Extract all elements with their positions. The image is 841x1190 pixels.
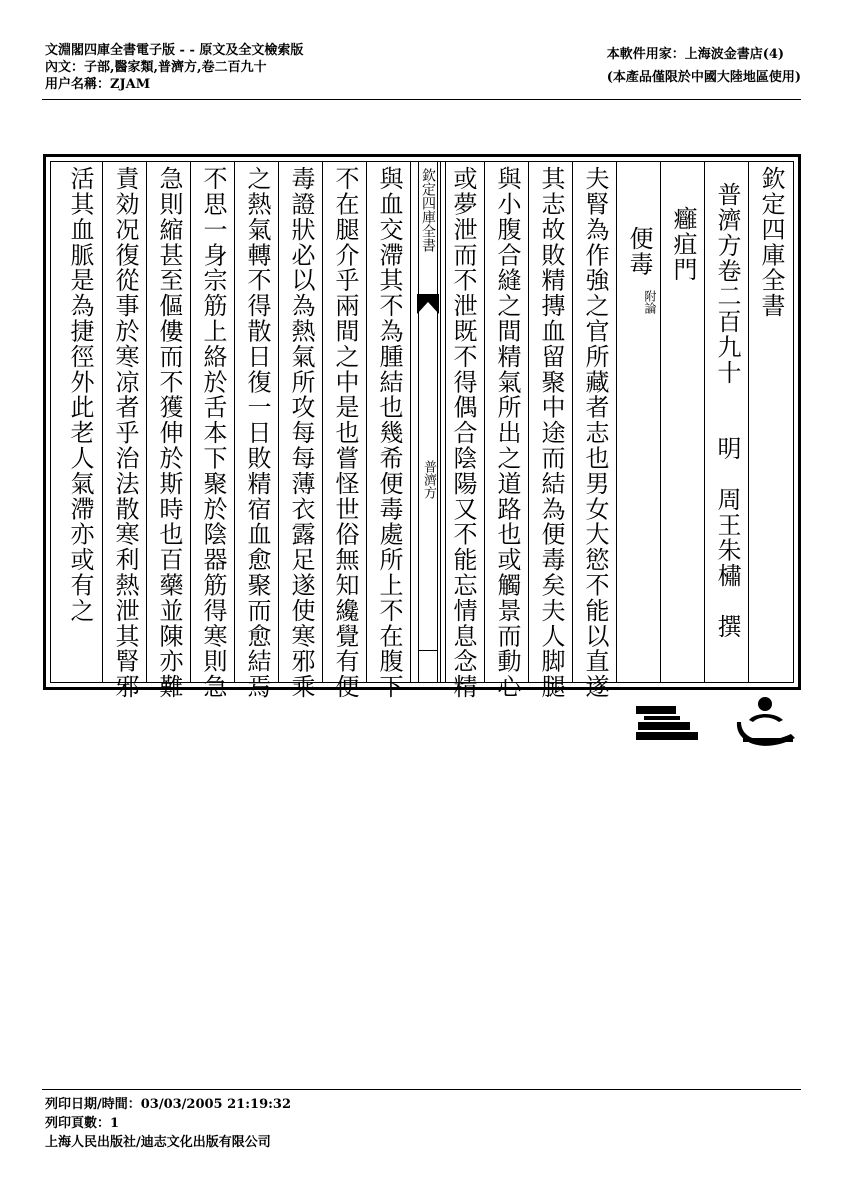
header-username: 用户名稱：ZJAM xyxy=(45,77,151,92)
column-16 xyxy=(58,162,102,682)
column-text-3: 癰疽門 xyxy=(669,206,697,283)
header-licensee: 本軟件用家：上海波金書店(4) xyxy=(606,47,785,62)
column-11 xyxy=(278,162,323,700)
column-12 xyxy=(234,162,279,700)
column-10 xyxy=(322,162,367,700)
header-region-note: (本產品僅限於中國大陸地區使用) xyxy=(606,70,801,85)
column-text-16: 活其血脈是為捷徑外此老人氣滯亦或有之 xyxy=(66,166,94,624)
fish-tail-icon xyxy=(417,294,439,314)
column-5 xyxy=(572,162,617,700)
note-fu-lun: 附論 xyxy=(643,290,657,314)
column-13 xyxy=(190,162,235,700)
book-inner-frame xyxy=(50,161,794,700)
print-date: 列印日期/時間：03/03/2005 21:19:32 xyxy=(45,1097,292,1112)
publisher-name: 上海人民出版社/迪志文化出版有限公司 xyxy=(45,1135,271,1150)
company-seal-icon xyxy=(735,694,801,750)
column-text-11: 毒證狀必以為熱氣所攻每每薄衣露足遂使寒邪乘 xyxy=(287,166,315,700)
header-left xyxy=(45,42,303,93)
column-4 xyxy=(616,162,661,682)
header-content-path: 內文：子部,醫家類,普濟方,卷二百九十 xyxy=(45,60,267,75)
book-page xyxy=(43,154,801,700)
column-text-6: 其志故敗精摶血留聚中途而結為便毒矣夫人脚腿 xyxy=(537,166,565,700)
column-9 xyxy=(366,162,411,700)
header-divider xyxy=(42,99,801,100)
column-text-4: 便毒 xyxy=(625,226,653,277)
column-text-7: 與小腹合縫之間精氣所出之道路也或觸景而動心 xyxy=(493,166,521,700)
column-text-10: 不在腿介乎兩間之中是也嘗怪世俗無知纔覺有便 xyxy=(331,166,359,700)
column-2 xyxy=(704,162,749,682)
header-title: 文淵閣四庫全書電子版 - - 原文及全文檢索版 xyxy=(45,43,304,58)
column-8 xyxy=(440,162,485,700)
center-banner xyxy=(410,162,446,682)
banner-title: 欽定四庫全書 xyxy=(420,168,436,252)
header-right xyxy=(607,46,801,92)
column-text-12: 之熱氣轉不得散日復一日敗精宿血愈聚而愈結焉 xyxy=(243,166,271,700)
column-text-1: 欽定四庫全書 xyxy=(757,166,785,319)
column-text-2: 普濟方卷二百九十 明 周王朱橚 撰 xyxy=(713,182,741,640)
column-text-8: 或夢泄而不泄既不得偶合陰陽又不能忘情息念精 xyxy=(449,166,477,700)
column-text-5: 夫腎為作強之官所藏者志也男女大慾不能以直遂 xyxy=(581,166,609,700)
column-15 xyxy=(102,162,147,700)
column-text-15: 責効况復從事於寒凉者乎治法散寒利熱泄其腎邪 xyxy=(111,166,139,700)
footer xyxy=(45,1095,291,1152)
column-7 xyxy=(484,162,529,700)
banner-section: 普濟方 xyxy=(421,460,436,499)
column-3 xyxy=(660,162,705,682)
column-14 xyxy=(146,162,191,700)
column-text-14: 急則縮甚至傴僂而不獲伸於斯時也百藥並陳亦難 xyxy=(155,166,183,700)
footer-divider xyxy=(42,1089,801,1090)
column-text-9: 與血交滯其不為腫結也幾希便毒處所上不在腹下 xyxy=(375,166,403,700)
print-pages: 列印頁數：1 xyxy=(45,1116,120,1131)
publisher-logo-icon xyxy=(636,700,698,744)
column-text-13: 不思一身宗筋上絡於舌本下聚於陰器筋得寒則急 xyxy=(199,166,227,700)
column-6 xyxy=(528,162,573,700)
column-1 xyxy=(748,162,793,682)
